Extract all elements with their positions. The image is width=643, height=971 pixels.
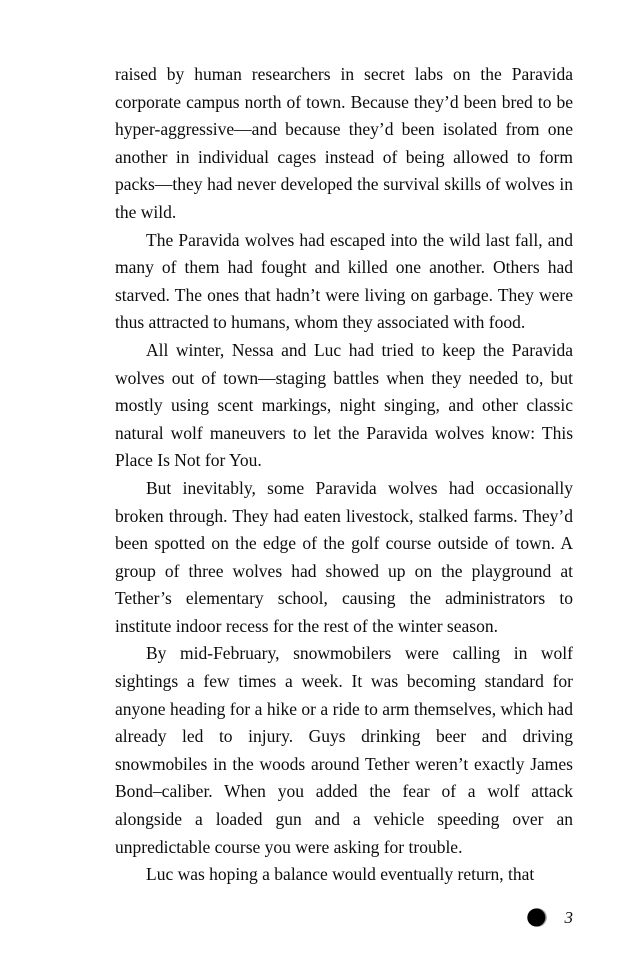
page-number: 3 [564, 908, 573, 927]
moon-phase-icon [527, 907, 548, 928]
paragraph: All winter, Nessa and Luc had tried to keep the Paravida wolves out of town—staging battles when they needed to, but mostly using scent markings, night singing, and other classic natural wolf maneuvers to let the Paravida wolves know: This Place Is Not for You. [115, 339, 573, 471]
body-text [115, 61, 573, 889]
paragraph: By mid-February, snowmobilers were calling in wolf sightings a few times a week. It was becoming standard for anyone heading for a hike or a ride to arm themselves, which had already led to injury. Guys drinking beer and driving snowmobiles in the woods around Tether weren’t exactly James Bond–caliber. When you added the fear of a wolf attack alongside a loaded gun and a vehicle speeding over an unpredictable course you were asking for trouble. [115, 643, 573, 857]
paragraph: raised by human researchers in secret labs on the Paravida corporate campus north of town. Because they’d been bred to be hyper-aggressive—and because they’d been isolated from one another in individual cages instead of being allowed to form packs—they had never developed the survival skills of wolves in the wild. [115, 64, 573, 222]
paragraph: The Paravida wolves had escaped into the wild last fall, and many of them had fought and killed one another. Others had starved. The ones that hadn’t were living on garbage. They were thus attracted to humans, whom they associated with food. [115, 229, 573, 333]
paragraph: Luc was hoping a balance would eventually return, that [146, 864, 535, 885]
page-footer [527, 907, 574, 928]
paragraph: But inevitably, some Paravida wolves had occasionally broken through. They had eaten livestock, stalked farms. They’d been spotted on the edge of the golf course outside of town. A group of three wolves had showed up on the playground at Tether’s elementary school, causing the administrators to institute indoor recess for the rest of the winter season. [115, 477, 573, 636]
